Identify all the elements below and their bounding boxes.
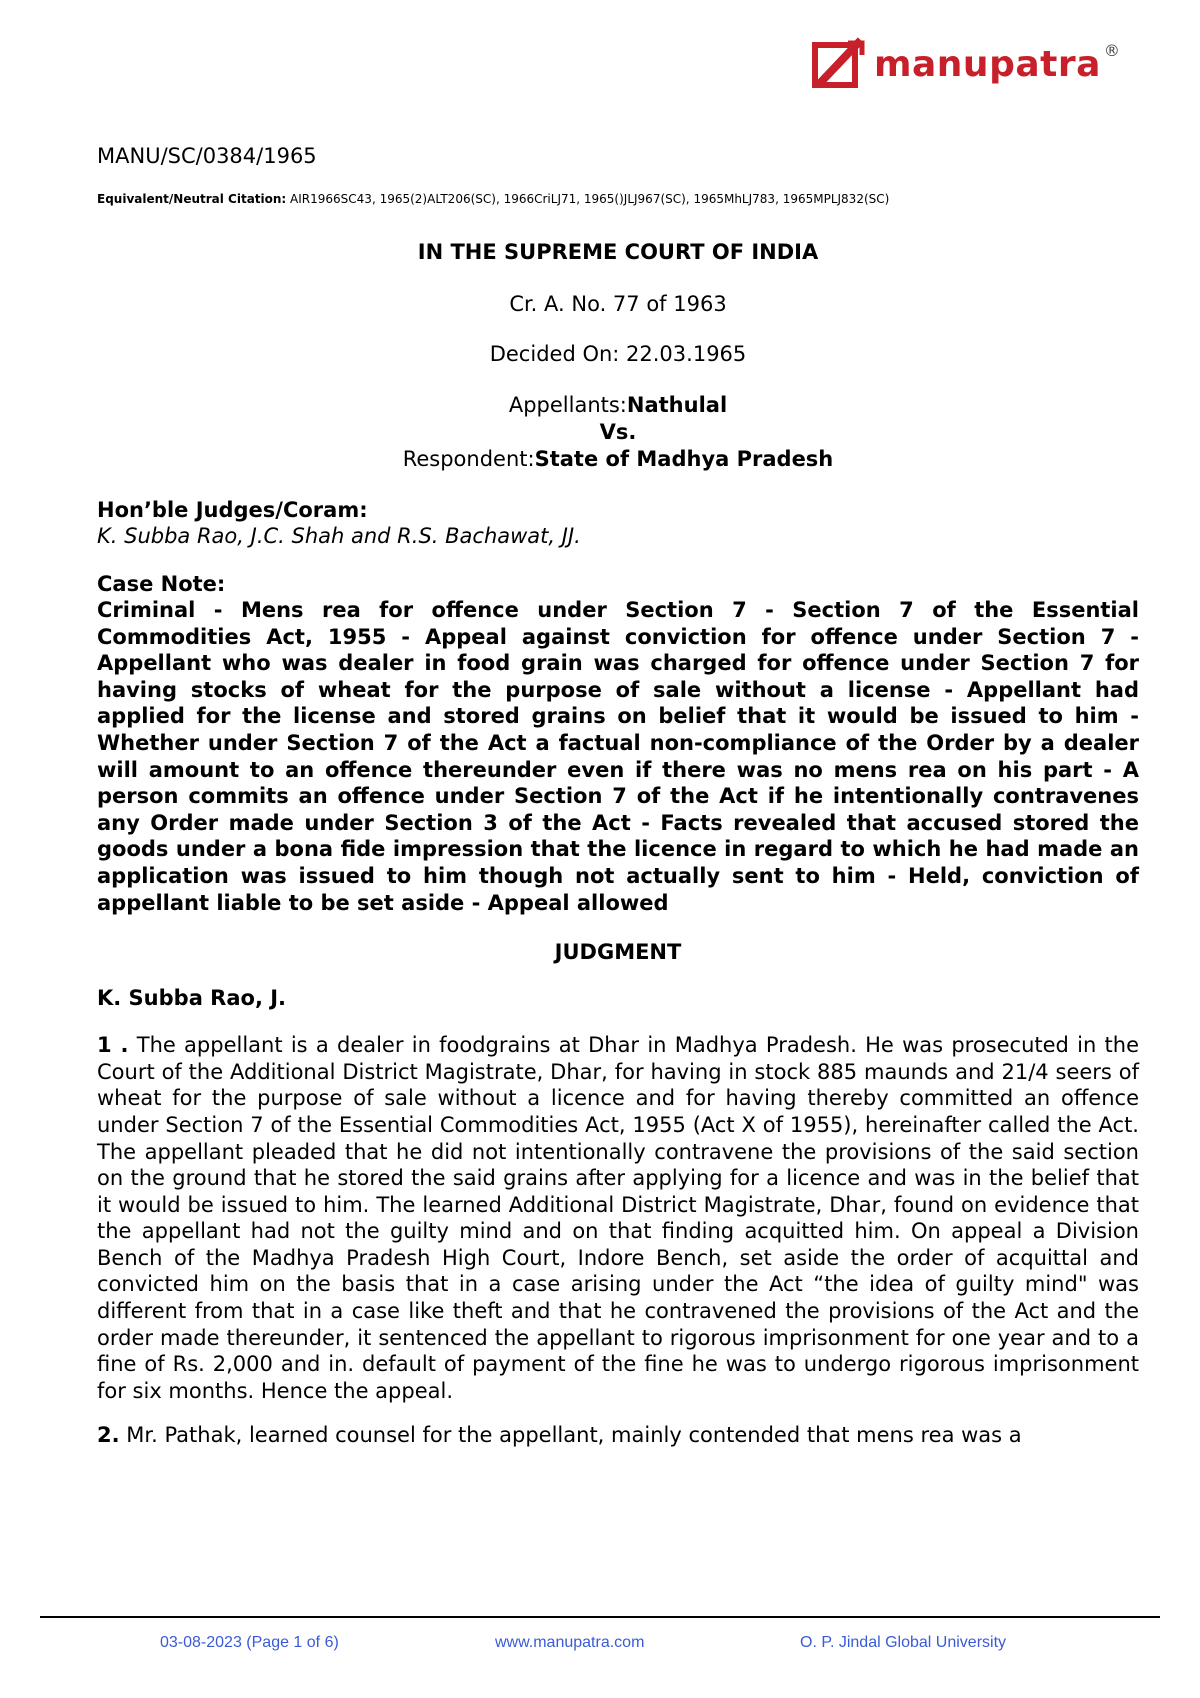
parties [97, 392, 1139, 473]
footer-date-page: 03-08-2023 (Page 1 of 6) [160, 1634, 339, 1651]
brand-name: manupatra [874, 43, 1101, 85]
decided-on: Decided On: 22.03.1965 [489, 342, 747, 366]
equivalent-citation-label: Equivalent/Neutral Citation: [97, 192, 287, 206]
case-note-text: Criminal - Mens rea for offence under Section 7 - Section 7 of the Essential Commodities Act, 1955 - Appeal against conviction for offence under Section 7 - Appellant who was dealer in food grain was charged for offence under Section 7 for having stocks of wheat for the purpose of sale without a license - Appellant had applied for the license and stored grains on belief that it would be issued to him - Whether under Section 7 of the Act a factual non-compliance of the Order by a dealer will amount to an offence thereunder even if there was no mens rea on his part - A person commits an offence under Section 7 of the Act if he intentionally contravenes any Order made under Section 3 of the Act - Facts revealed that accused stored the goods under a bona fide impression that the licence in regard to which he had made an application was issued to him though not actually sent to him - Held, conviction of appellant liable to be set aside - Appeal allowed [97, 598, 1139, 915]
citation-id: MANU/SC/0384/1965 [97, 144, 317, 168]
manupatra-logo-icon [812, 37, 866, 91]
paragraph-2-text: Mr. Pathak, learned counsel for the appellant, mainly contended that mens rea was a [119, 1423, 1022, 1448]
judge-heading: K. Subba Rao, J. [97, 986, 287, 1011]
document-body [97, 144, 1139, 1467]
case-note-label: Case Note: [97, 572, 226, 596]
coram-judges: K. Subba Rao, J.C. Shah and R.S. Bachawat, JJ. [97, 524, 581, 548]
appellants-line [97, 392, 1139, 419]
paragraph-1-text: The appellant is a dealer in foodgrains at Dhar in Madhya Pradesh. He was prosecuted in the Court of the Additional District Magistrate, Dhar, for having in stock 885 maunds and 21/4 seers of wheat for the purpose of sale without a licence and for having thereby committed an offence under Section 7 of the Essential Commodities Act, 1955 (Act X of 1955), hereinafter called the Act. The appellant pleaded that he did not intentionally contravene the provisions of the said section on the ground that he stored the said grains after applying for a licence and was in the belief that it would be issued to him. The learned Additional District Magistrate, Dhar, found on evidence that the appellant had not the guilty mind and on that finding acquitted him. On appeal a Division Bench of the Madhya Pradesh High Court, Indore Bench, set aside the order of acquittal and convicted him on the basis that in a case arising under the Act “the idea of guilty mind" was different from that in a case like theft and that he contravened the provisions of the Act and the order made thereunder, it sentenced the appellant to rigorous imprisonment for one year and to a fine of Rs. 2,000 and in. default of payment of the fine he was to undergo rigorous imprisonment for six months. Hence the appeal. [97, 1033, 1139, 1403]
coram-section [97, 497, 1139, 549]
appellants-label: Appellants: [508, 393, 627, 417]
footer-divider [40, 1616, 1160, 1618]
respondent-label: Respondent: [402, 447, 535, 471]
paragraph-2-number: 2. [97, 1423, 120, 1448]
equivalent-citation-value: AIR1966SC43, 1965(2)ALT206(SC), 1966CriLJ71, 1965()JLJ967(SC), 1965MhLJ783, 1965MPLJ832(SC) [286, 192, 890, 206]
judgment-heading: JUDGMENT [554, 940, 682, 965]
paragraph-1 [97, 1032, 1139, 1404]
manupatra-logo [812, 36, 1120, 92]
paragraph-1-number: 1 . [97, 1033, 129, 1058]
case-number: Cr. A. No. 77 of 1963 [509, 292, 727, 316]
coram-label: Hon’ble Judges/Coram: [97, 498, 368, 522]
respondent-line [97, 446, 1139, 473]
paragraph-2 [97, 1422, 1139, 1449]
footer-institution: O. P. Jindal Global University [800, 1634, 1007, 1651]
registered-mark: ® [1103, 40, 1120, 60]
appellants-name: Nathulal [626, 393, 728, 417]
footer-website-link[interactable]: www.manupatra.com [495, 1634, 645, 1651]
respondent-name: State of Madhya Pradesh [534, 447, 834, 471]
equivalent-citation [97, 192, 1139, 206]
court-name: IN THE SUPREME COURT OF INDIA [417, 240, 819, 264]
versus: Vs. [599, 420, 637, 444]
